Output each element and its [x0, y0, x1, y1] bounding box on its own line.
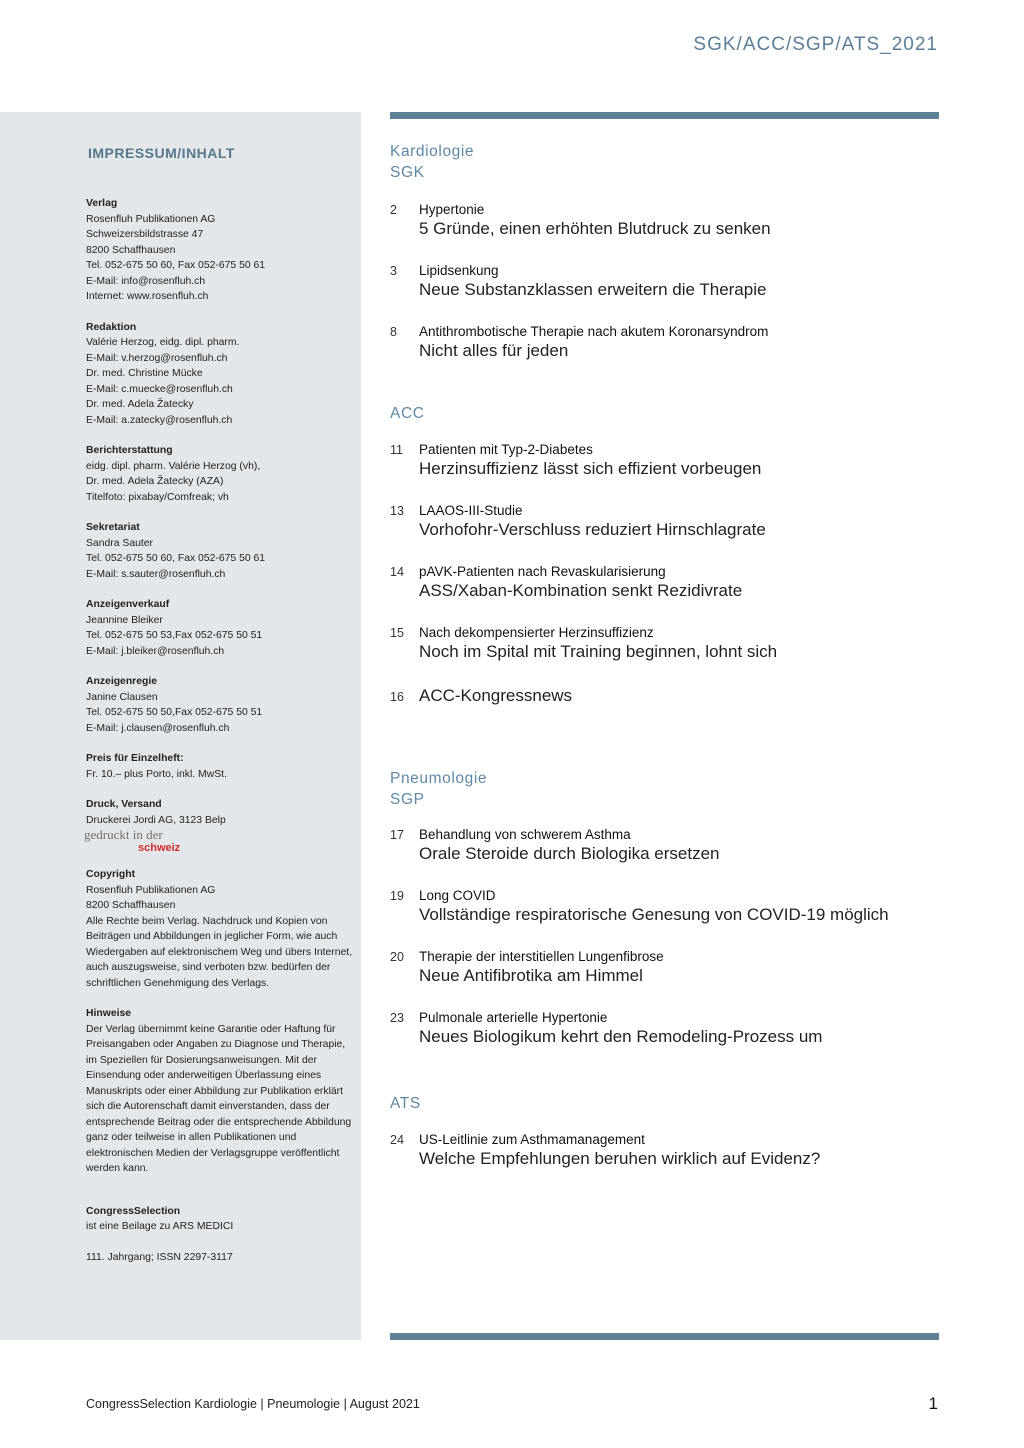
- imprint-line: Dr. med. Adela Žatecky: [86, 399, 194, 410]
- imprint-line: Dr. med. Christine Mücke: [86, 368, 203, 379]
- hinweise-text: Der Verlag übernimmt keine Garantie oder Haftung für Preisangaben oder Angaben zu Diagnose und Therapie, im Speziellen für Dosierungsanweisungen. Mit der Einsendung oder anderweitigen Überlassung eines Manuskripts oder einer Abbildung zur Publikation erklärt sich die Autorenschaft damit einverstanden, dass der entsprechende Beitrag oder die entsprechende Abbildung ganz oder teilweise in allen Publikationen und elektronischen Medien der Verlagsgruppe veröffentlicht werden kann.: [86, 1023, 352, 1174]
- imprint-line: Tel. 052-675 50 53,Fax 052-675 50 51: [86, 630, 263, 641]
- toc-page-number: 8: [390, 325, 397, 339]
- imprint-line: Janine Clausen: [86, 691, 158, 703]
- imprint-block-hinweise: [86, 1006, 354, 1177]
- imprint-line: Sandra Sauter: [86, 537, 154, 549]
- imprint-line: E-Mail: c.muecke@rosenfluh.ch: [86, 383, 233, 395]
- journal-code: SGK/ACC/SGP/ATS_2021: [693, 34, 938, 55]
- imprint-heading: Sekretariat: [86, 522, 140, 533]
- toc-section-acc: [390, 404, 939, 729]
- section-subheading: SGP: [390, 790, 425, 808]
- toc-entry-title: ASS/Xaban-Kombination senkt Rezidivrate: [419, 580, 743, 600]
- bottom-rule: [390, 1333, 939, 1340]
- issn-line: 111. Jahrgang; ISSN 2297-3117: [86, 1251, 233, 1263]
- imprint-line: 8200 Schaffhausen: [86, 244, 176, 256]
- imprint-line: ist eine Beilage zu ARS MEDICI: [86, 1221, 234, 1232]
- toc-page-number: 15: [390, 625, 404, 640]
- footer-text: CongressSelection Kardiologie | Pneumologie | August 2021: [86, 1397, 420, 1411]
- imprint-block-issn: [86, 1250, 354, 1266]
- toc-entry-topic: Behandlung von schwerem Asthma: [419, 827, 631, 842]
- imprint-block-druck: [86, 797, 354, 859]
- page-number: 1: [928, 1394, 938, 1413]
- imprint-line: E-Mail: a.zatecky@rosenfluh.ch: [86, 414, 233, 426]
- imprint-heading: Verlag: [86, 198, 118, 209]
- toc-entry-topic: Patienten mit Typ-2-Diabetes: [419, 441, 593, 457]
- imprint-line: eidg. dipl. pharm. Valérie Herzog (vh),: [86, 460, 261, 472]
- toc-entries: [390, 201, 939, 362]
- imprint-block-copyright: [86, 867, 354, 991]
- toc-entry-topic: Therapie der interstitiellen Lungenfibrose: [419, 949, 664, 964]
- toc-entry-topic: Long COVID: [419, 888, 496, 903]
- imprint-line: Dr. med. Adela Žatecky (AZA): [86, 476, 224, 487]
- toc-page-number: 19: [390, 889, 404, 903]
- toc-page-number: 13: [390, 503, 404, 518]
- imprint-line: E-Mail: j.bleiker@rosenfluh.ch: [86, 645, 225, 657]
- section-heading: Pneumologie: [390, 770, 488, 787]
- imprint-line: Druckerei Jordi AG, 3123 Belp: [86, 814, 226, 826]
- toc-entry[interactable]: [390, 948, 939, 987]
- imprint-line: Titelfoto: pixabay/Comfreak; vh: [86, 491, 229, 503]
- toc-entry-title: Neue Antifibrotika am Himmel: [419, 966, 643, 985]
- imprint-line: Tel. 052-675 50 60, Fax 052-675 50 61: [86, 260, 266, 271]
- imprint-line: Tel. 052-675 50 60, Fax 052-675 50 61: [86, 553, 266, 564]
- imprint-line: E-Mail: info@rosenfluh.ch: [86, 275, 206, 287]
- imprint-line: Internet: www.rosenfluh.ch: [86, 291, 209, 302]
- toc-entry[interactable]: [390, 1009, 939, 1048]
- section-heading: ACC: [390, 405, 425, 422]
- toc-page-number: 20: [390, 950, 404, 964]
- imprint-line: E-Mail: j.clausen@rosenfluh.ch: [86, 722, 230, 734]
- toc-entry-title: Noch im Spital mit Training beginnen, lohnt sich: [419, 641, 778, 661]
- toc-page-number: 16: [390, 689, 404, 704]
- toc-entry-title: Welche Empfehlungen beruhen wirklich auf Evidenz?: [419, 1148, 821, 1168]
- toc-entry[interactable]: [390, 826, 939, 865]
- imprint-line: Rosenfluh Publikationen AG: [86, 884, 216, 896]
- imprint-line: 8200 Schaffhausen: [86, 900, 176, 911]
- toc-entries: [390, 826, 939, 1048]
- copyright-text: Alle Rechte beim Verlag. Nachdruck und Kopien von Beiträgen und Abbildungen in jeglicher Form, wie auch Wiedergaben auf elektronischem Weg und übers Internet, auch auszugsweise, sind verboten bzw. bedürfen der schriftlichen Genehmigung des Verlags.: [86, 915, 353, 989]
- toc-entry-title: 5 Gründe, einen erhöhten Blutdruck zu senken: [419, 219, 771, 238]
- imprint-heading: CongressSelection: [86, 1205, 181, 1217]
- imprint-block: [86, 196, 354, 305]
- toc-entry-title: Vorhofohr-Verschluss reduziert Hirnschlagrate: [419, 519, 766, 539]
- toc-entry-topic: pAVK-Patienten nach Revaskularisierung: [419, 563, 666, 579]
- section-heading: ATS: [390, 1095, 421, 1112]
- imprint-line: Jeannine Bleiker: [86, 614, 163, 626]
- toc-entry-topic: Lipidsenkung: [419, 263, 499, 278]
- imprint-line: Valérie Herzog, eidg. dipl. pharm.: [86, 337, 240, 348]
- logo-bottom-text: schweiz: [138, 842, 181, 854]
- toc-entry[interactable]: [390, 887, 939, 926]
- imprint-heading: Anzeigenregie: [86, 676, 158, 687]
- imprint-heading: Copyright: [86, 869, 136, 880]
- imprint-blocks: [86, 196, 354, 782]
- toc-page-number: 11: [390, 442, 403, 457]
- toc-entry[interactable]: [390, 1131, 939, 1170]
- imprint-heading: Druck, Versand: [86, 799, 162, 810]
- toc-entry-topic: Hypertonie: [419, 202, 485, 217]
- toc-section-ats: [390, 1094, 939, 1192]
- imprint-line: Rosenfluh Publikationen AG: [86, 213, 216, 225]
- imprint-block: [86, 320, 354, 429]
- imprint-block: [86, 674, 354, 736]
- toc-entry-title: Herzinsuffizienz lässt sich effizient vorbeugen: [419, 458, 762, 478]
- section-subheading: SGK: [390, 163, 425, 181]
- imprint-line: Fr. 10.– plus Porto, inkl. MwSt.: [86, 768, 227, 780]
- imprint-heading: Preis für Einzelheft:: [86, 753, 184, 764]
- toc-section-kardiologie: [390, 142, 939, 384]
- imprint-block: [86, 443, 354, 505]
- printed-in-switzerland-logo: [86, 829, 206, 859]
- toc-entry-topic: US-Leitlinie zum Asthmamanagement: [419, 1131, 645, 1147]
- toc-entry-title: Nicht alles für jeden: [419, 341, 569, 360]
- imprint-block: [86, 597, 354, 659]
- sidebar-title: IMPRESSUM/INHALT: [88, 145, 235, 161]
- toc-entries: [390, 1131, 939, 1170]
- toc-page-number: 14: [390, 564, 404, 579]
- imprint-line: E-Mail: s.sauter@rosenfluh.ch: [86, 568, 226, 580]
- imprint-heading: Berichterstattung: [86, 445, 173, 456]
- imprint-block-congress: [86, 1204, 354, 1235]
- toc-entry-topic: Antithrombotische Therapie nach akutem Koronarsyndrom: [419, 324, 769, 339]
- imprint-text: [86, 196, 354, 1280]
- toc-entry[interactable]: [390, 323, 939, 362]
- toc-entry[interactable]: [390, 685, 939, 707]
- toc-page-number: 17: [390, 828, 404, 842]
- top-rule: [390, 112, 939, 119]
- toc-entry[interactable]: [390, 441, 939, 480]
- imprint-block: [86, 751, 354, 782]
- toc-entry-title: Orale Steroide durch Biologika ersetzen: [419, 844, 720, 863]
- toc-entry-topic: Pulmonale arterielle Hypertonie: [419, 1010, 608, 1025]
- toc-entry[interactable]: [390, 262, 939, 301]
- logo-top-text: gedruckt in der: [84, 827, 163, 842]
- toc-entry-title: Vollständige respiratorische Genesung von COVID-19 möglich: [419, 905, 889, 924]
- section-heading: Kardiologie: [390, 143, 475, 160]
- toc-page-number: 3: [390, 264, 397, 278]
- imprint-heading: Anzeigenverkauf: [86, 599, 170, 610]
- imprint-heading: Redaktion: [86, 321, 137, 333]
- toc-entry[interactable]: [390, 563, 939, 602]
- imprint-line: E-Mail: v.herzog@rosenfluh.ch: [86, 352, 228, 364]
- toc-entry-title: ACC-Kongressnews: [419, 685, 573, 705]
- toc-entries: [390, 441, 939, 707]
- toc-entry-topic: Nach dekompensierter Herzinsuffizienz: [419, 624, 654, 640]
- toc-entry-title: Neues Biologikum kehrt den Remodeling-Prozess um: [419, 1027, 823, 1046]
- toc-entry[interactable]: [390, 201, 939, 240]
- imprint-line: Tel. 052-675 50 50,Fax 052-675 50 51: [86, 707, 263, 718]
- toc-page-number: 24: [390, 1132, 404, 1147]
- toc-entry-topic: LAAOS-III-Studie: [419, 502, 523, 518]
- toc-entry-title: Neue Substanzklassen erweitern die Therapie: [419, 280, 767, 299]
- toc-entry[interactable]: [390, 624, 939, 663]
- toc-entry[interactable]: [390, 502, 939, 541]
- toc-section-pneumologie: [390, 769, 939, 1070]
- imprint-heading: Hinweise: [86, 1008, 132, 1019]
- toc-page-number: 23: [390, 1011, 404, 1025]
- imprint-block: [86, 520, 354, 582]
- toc-page-number: 2: [390, 203, 397, 217]
- imprint-line: Schweizersbildstrasse 47: [86, 229, 204, 240]
